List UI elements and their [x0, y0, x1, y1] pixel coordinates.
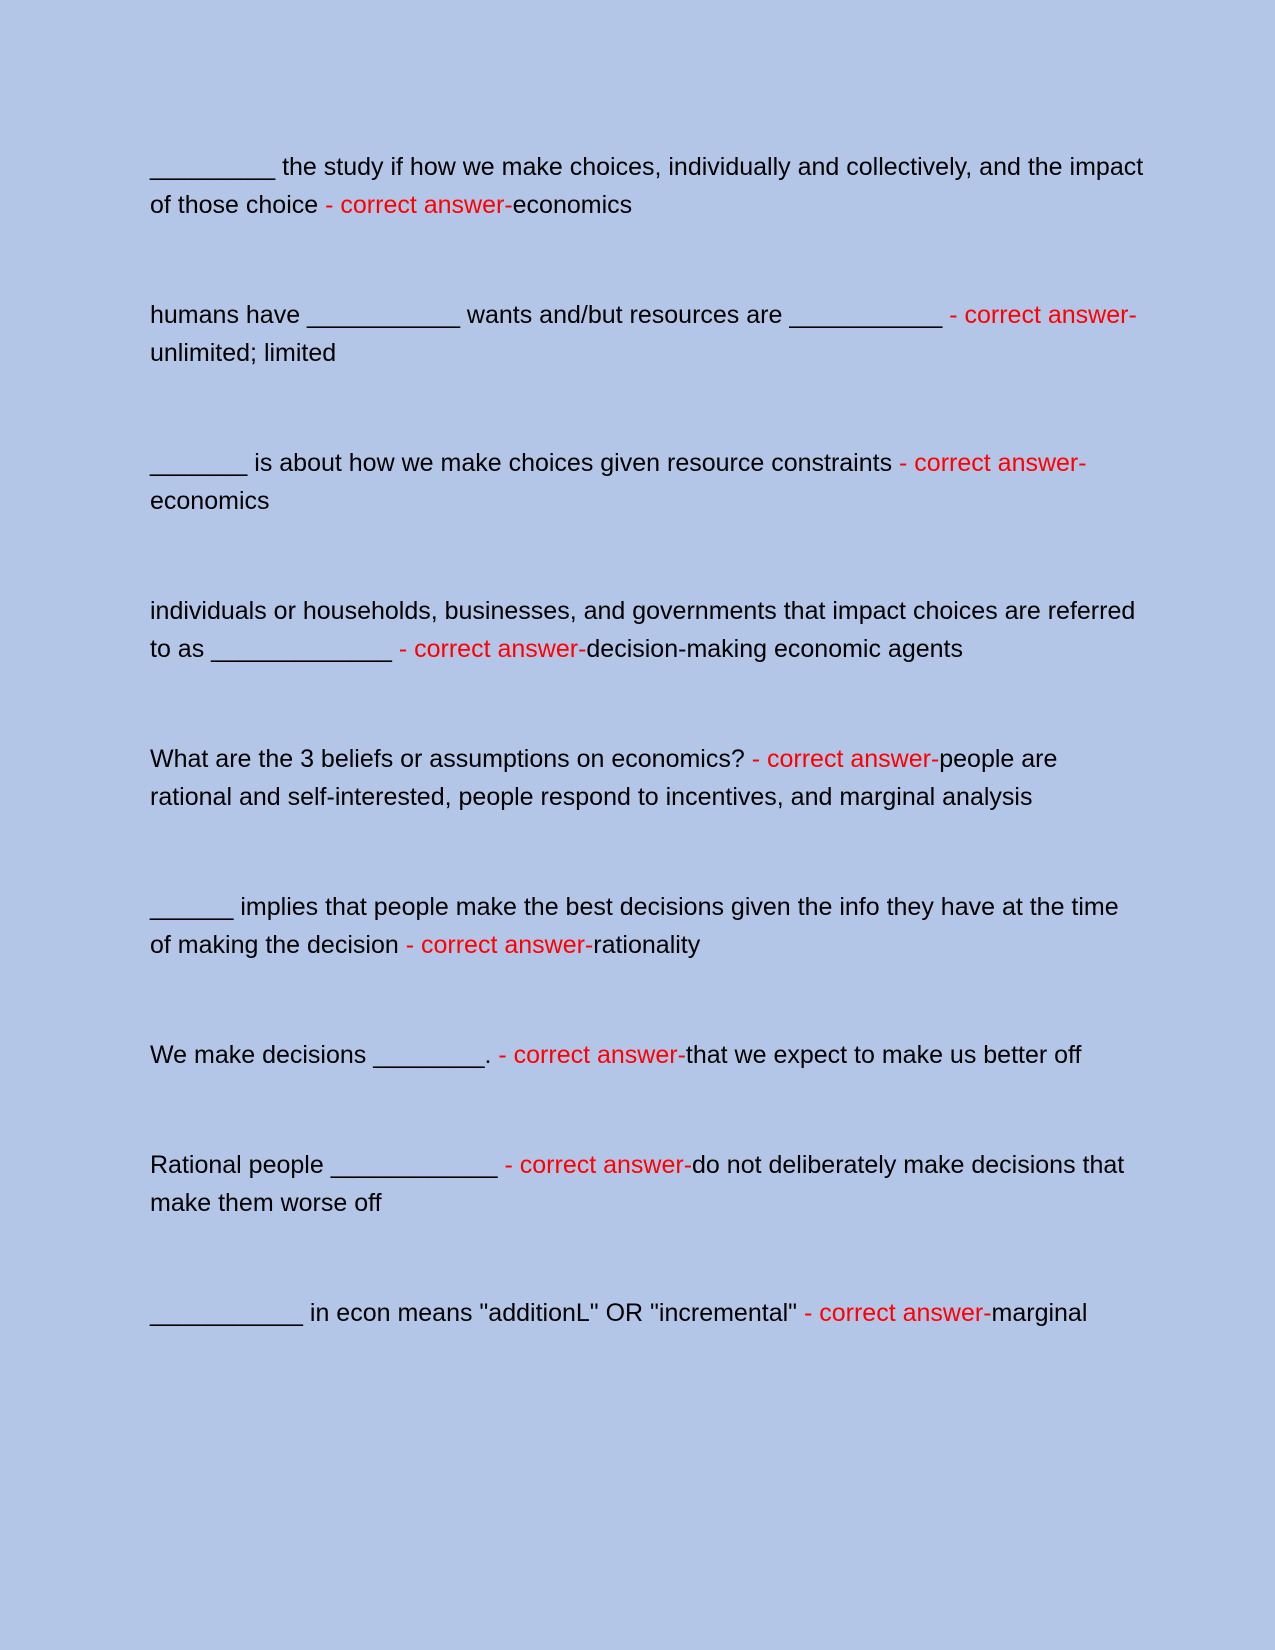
qa-item-5: [150, 740, 1145, 816]
correct-answer-marker: - correct answer-: [892, 449, 1087, 477]
qa-item-4: [150, 592, 1145, 668]
answer-text: unlimited; limited: [150, 339, 337, 367]
answer-text: do not deliberately make decisions that make them worse off: [150, 1151, 1125, 1217]
answer-text: economics: [512, 191, 633, 219]
question-text: individuals or households, businesses, and governments that impact choices are referred to as _____________: [150, 597, 1136, 663]
question-text: _________ the study if how we make choices, individually and collectively, and the impact of those choice: [150, 153, 1144, 219]
correct-answer-marker: - correct answer-: [318, 191, 513, 219]
question-text: humans have ___________ wants and/but resources are ___________: [150, 301, 943, 329]
answer-text: rationality: [593, 931, 701, 959]
answer-text: that we expect to make us better off: [685, 1041, 1082, 1069]
qa-item-8: [150, 1146, 1145, 1222]
correct-answer-marker: - correct answer-: [398, 931, 594, 959]
qa-item-7: [150, 1036, 1145, 1074]
answer-text: marginal: [991, 1299, 1088, 1327]
question-text: We make decisions ________.: [150, 1041, 492, 1069]
question-text: Rational people ____________: [150, 1151, 498, 1179]
question-text: ___________ in econ means "additionL" OR "incremental": [150, 1299, 798, 1327]
question-text: _______ is about how we make choices given resource constraints: [150, 449, 893, 477]
correct-answer-marker: - correct answer-: [491, 1041, 686, 1069]
correct-answer-marker: - correct answer-: [797, 1299, 992, 1327]
answer-text: decision-making economic agents: [586, 635, 963, 663]
qa-item-9: [150, 1294, 1145, 1332]
qa-item-2: [150, 296, 1145, 372]
qa-item-6: [150, 888, 1145, 964]
question-text: ______ implies that people make the best decisions given the info they have at the time of making the decision: [150, 893, 1119, 959]
answer-text: economics: [150, 487, 270, 515]
correct-answer-marker: - correct answer-: [391, 635, 587, 663]
correct-answer-marker: - correct answer-: [942, 301, 1137, 329]
answer-text: people are rational and self-interested, people respond to incentives, and marginal analysis: [150, 745, 1058, 811]
qa-item-3: [150, 444, 1145, 520]
correct-answer-marker: - correct answer-: [744, 745, 940, 773]
qa-item-1: [150, 148, 1145, 224]
correct-answer-marker: - correct answer-: [497, 1151, 693, 1179]
question-text: What are the 3 beliefs or assumptions on economics?: [150, 745, 745, 773]
